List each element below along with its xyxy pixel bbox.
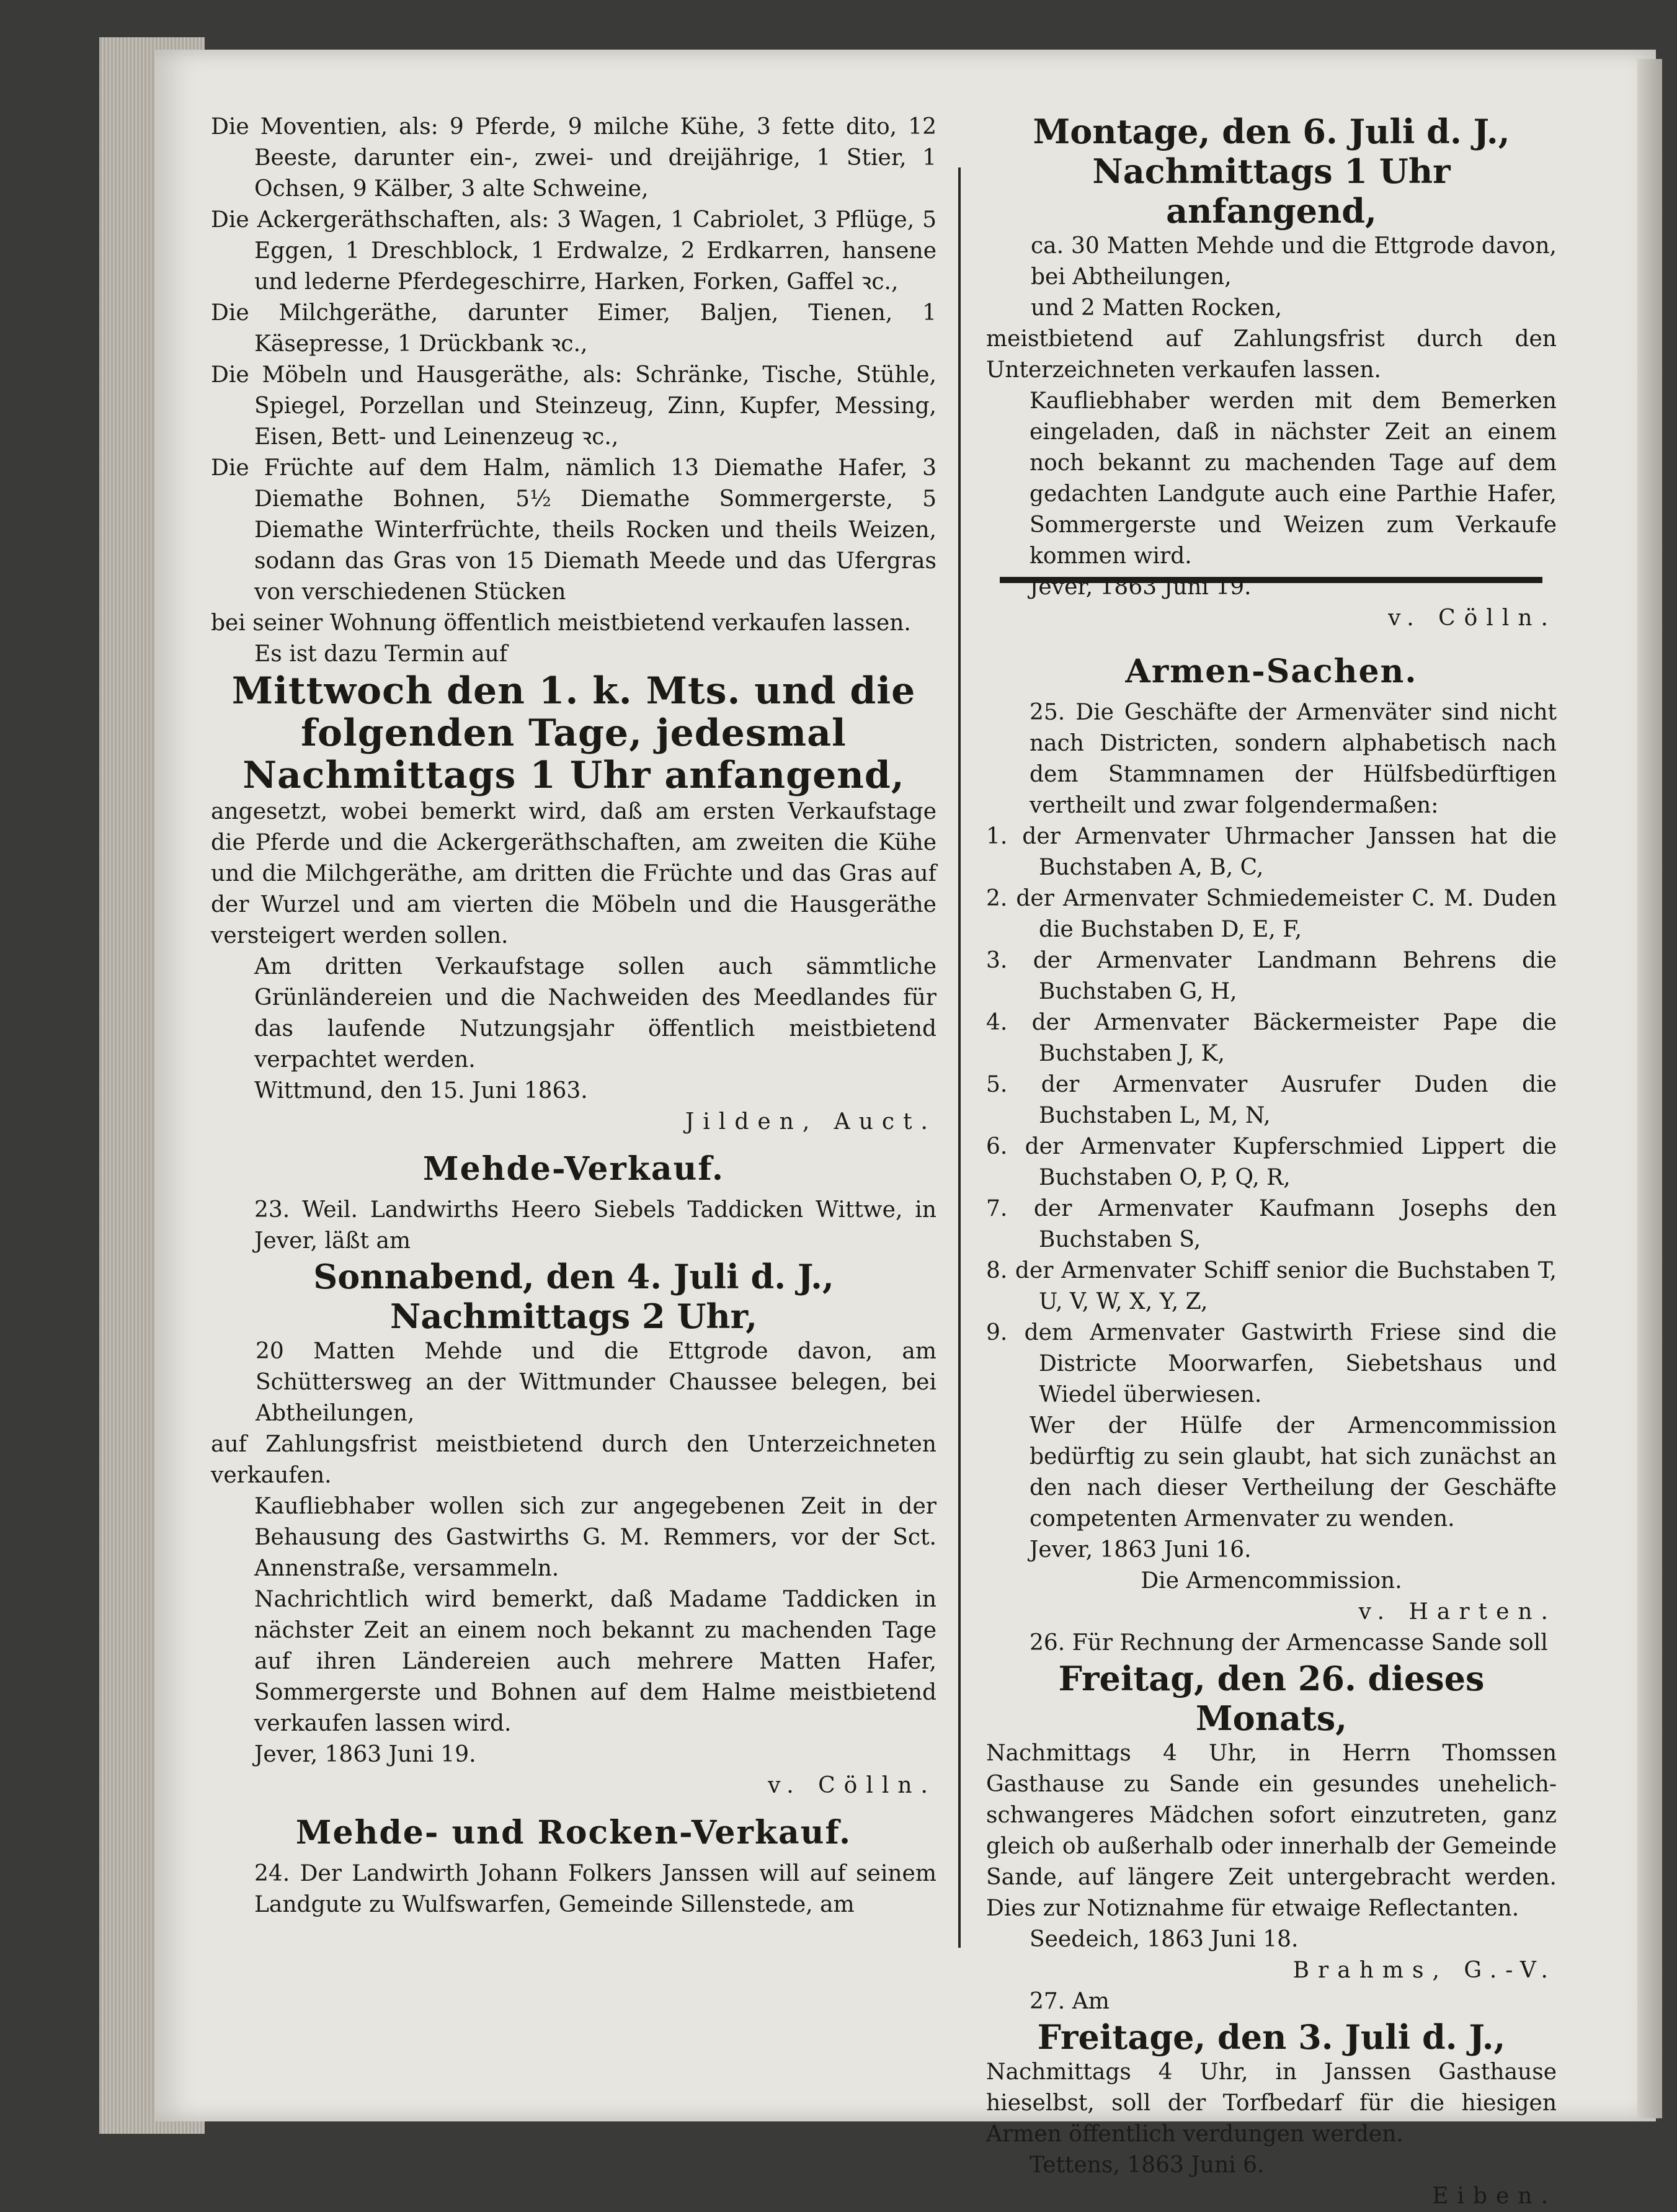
notice-sale-statement: bei seiner Wohnung öffentlich meistbietend verkaufen lassen. [211,610,911,636]
signature: v. Cölln. [768,1773,936,1798]
notice-furniture: Die Möbeln und Hausgeräthe, als: Schränke, Tische, Stühle, Spiegel, Porzellan und Steinzeug, Zinn, Kupfer, Messing, Eisen, Bett- und Leinenzeug ꝛc., [211,362,936,450]
poor-guardian-list [986,821,1557,1411]
list-item: 3. der Armenvater Landmann Behrens die Buchstaben G, H, [986,948,1557,1004]
list-item: 1. der Armenvater Uhrmacher Janssen hat die Buchstaben A, B, C, [986,824,1557,880]
signature: Jilden, Auct. [685,1109,936,1135]
auction-date-heading: Montage, den 6. Juli d. J., [1033,112,1510,151]
notice-23-note: Nachrichtlich wird bemerkt, daß Madame Taddicken in nächster Zeit an einem noch bekannt zu machenden Tage auf ihren Ländereien auch mehrere Matten Hafer, Sommergerste und Bohnen auf dem Halme meistbietend verkaufen lassen wird. [254,1587,936,1736]
signature: v. Cölln. [1388,605,1557,631]
dateline: Seedeich, 1863 Juni 18. [1030,1927,1299,1952]
list-item: 9. dem Armenvater Gastwirth Friese sind die Districte Moorwarfen, Siebetshaus und Wiedel überwiesen. [986,1320,1557,1407]
notice-27-body: Nachmittags 4 Uhr, in Janssen Gasthause hieselbst, soll der Torfbedarf für die hiesigen Armen öffentlich verdungen werden. [986,2059,1557,2147]
notice-farm-tools: Die Ackergeräthschaften, als: 3 Wagen, 1 Cabriolet, 3 Pflüge, 5 Eggen, 1 Dreschblock, 1 Erdwalze, 2 Erdkarren, hansene und lederne Pferdegeschirre, Harken, Forken, Gaffel ꝛc., [211,207,936,295]
dateline: Jever, 1863 Juni 19. [254,1742,476,1767]
notice-26-body: Nachmittags 4 Uhr, in Herrn Thomssen Gasthause zu Sande ein gesundes unehelich-schwangeres Mädchen sofort einzutreten, ganz gleich ob außerhalb oder innerhalb der Gemeinde Sande, auf längere Zeit untergebracht werden. Dies zur Notiznahme für etwaige Reflectanten. [986,1741,1557,1921]
notice-lease: Am dritten Verkaufstage sollen auch sämmtliche Grünländereien und die Nachweiden des Meedlandes für das laufende Nutzungsjahr öffentlich meistbietend verpachtet werden. [254,954,936,1073]
section-heading: Armen-Sachen. [1125,653,1418,690]
auction-date-heading: Freitage, den 3. Juli d. J., [1037,2017,1506,2057]
notice-26-intro: 26. Für Rechnung der Armencasse Sande soll [1030,1630,1548,1656]
notice-dairy-tools: Die Milchgeräthe, darunter Eimer, Baljen, Tienen, 1 Käsepresse, 1 Drückbank ꝛc., [211,300,936,357]
list-item: 2. der Armenvater Schmiedemeister C. M. Duden die Buchstaben D, E, F, [986,886,1557,942]
notice-24-lots: ca. 30 Matten Mehde und die Ettgrode davon, bei Abtheilungen, [1031,233,1557,290]
notice-schedule: angesetzt, wobei bemerkt wird, daß am ersten Verkaufstage die Pferde und die Ackergeräthschaften, am zweiten die Kühe und die Milchgeräthe, am dritten die Früchte und das Gras auf der Wurzel und am vierten die Möbeln und die Hausgeräthe versteigert werden sollen. [211,799,936,948]
list-item: 7. der Armenvater Kaufmann Josephs den Buchstaben S, [986,1196,1557,1252]
section-heading: Mehde-Verkauf. [423,1150,724,1188]
notice-27-intro: 27. Am [1030,1989,1110,2014]
notice-24-buyers: Kaufliebhaber werden mit dem Bemerken eingeladen, daß in nächster Zeit an einem noch bekannt zu machenden Tage auf dem gedachten Landgute auch eine Parthie Hafer, Sommergerste und Weizen zum Verkaufe kommen wird. [1030,388,1557,569]
notice-23-buyers: Kaufliebhaber wollen sich zur angegebenen Zeit in der Behausung des Gastwirths G. M. Remmers, vor der Sct. Annenstraße, versammeln. [254,1494,936,1581]
notice-crops: Die Früchte auf dem Halm, nämlich 13 Diemathe Hafer, 3 Diemathe Bohnen, 5½ Diemathe Sommergerste, 5 Diemathe Winterfrüchte, theils Rocken und theils Weizen, sodann das Gras von 15 Diemath Meede und das Ufergras von verschiedenen Stücken [211,455,936,605]
notice-25-instructions: Wer der Hülfe der Armencommission bedürftig zu sein glaubt, hat sich zunächst an den nach dieser Vertheilung der Geschäfte competenten Armenvater zu wenden. [1030,1413,1557,1532]
notice-24-lots-2: und 2 Matten Rocken, [1031,295,1283,321]
notice-23-intro: 23. Weil. Landwirths Heero Siebels Taddicken Wittwe, in Jever, läßt am [254,1197,936,1254]
list-item: 5. der Armenvater Ausrufer Duden die Buchstaben L, M, N, [986,1072,1557,1128]
notice-term-intro: Es ist dazu Termin auf [254,641,508,667]
list-item: 4. der Armenvater Bäckermeister Pape die Buchstaben J, K, [986,1010,1557,1066]
page-edge [1637,59,1662,2118]
signature: v. Harten. [1358,1599,1557,1625]
section-heading: Mehde- und Rocken-Verkauf. [295,1814,852,1852]
dateline: Tettens, 1863 Juni 6. [1030,2152,1265,2178]
list-item: 8. der Armenvater Schiff senior die Buchstaben T, U, V, W, X, Y, Z, [986,1258,1557,1314]
signature-body: Die Armencommission. [1141,1568,1402,1594]
auction-date-heading: Mittwoch den 1. k. Mts. und die folgenden Tage, jedesmal Nachmittags 1 Uhr anfangend, [231,669,916,797]
notice-livestock: Die Moventien, als: 9 Pferde, 9 milche Kühe, 3 fette dito, 12 Beeste, darunter ein-, zwei- und dreijährige, 1 Stier, 1 Ochsen, 9 Kälber, 3 alte Schweine, [211,114,936,202]
notice-23-lots: 20 Matten Mehde und die Ettgrode davon, am Schüttersweg an der Wittmunder Chaussee belegen, bei Abtheilungen, [256,1339,936,1426]
list-item: 6. der Armenvater Kupferschmied Lippert die Buchstaben O, P, Q, R, [986,1134,1557,1190]
notice-24-terms: meistbietend auf Zahlungsfrist durch den Unterzeichneten verkaufen lassen. [986,326,1557,383]
dateline: Jever, 1863 Juni 16. [1030,1537,1252,1563]
right-column [986,112,1557,2212]
auction-time-heading: Nachmittags 2 Uhr, [389,1296,758,1336]
dateline: Jever, 1863 Juni 19. [1030,574,1252,600]
auction-date-heading: Sonnabend, den 4. Juli d. J., [313,1257,834,1296]
column-divider [958,167,961,1948]
signature: Eiben. [1432,2183,1557,2209]
auction-date-heading: Freitag, den 26. dieses Monats, [1058,1659,1485,1738]
notice-24-intro: 24. Der Landwirth Johann Folkers Janssen will auf seinem Landgute zu Wulfswarfen, Gemeinde Sillenstede, am [254,1861,936,1917]
notice-23-terms: auf Zahlungsfrist meistbietend durch den Unterzeichneten verkaufen. [211,1432,936,1488]
left-column [211,112,936,1920]
notice-25-intro: 25. Die Geschäfte der Armenväter sind nicht nach Districten, sondern alphabetisch nach dem Stammnamen der Hülfsbedürftigen vertheilt und zwar folgendermaßen: [1030,700,1557,818]
signature: Brahms, G.-V. [1292,1958,1557,1983]
auction-time-heading: Nachmittags 1 Uhr anfangend, [1092,151,1451,231]
dateline: Wittmund, den 15. Juni 1863. [254,1078,588,1104]
